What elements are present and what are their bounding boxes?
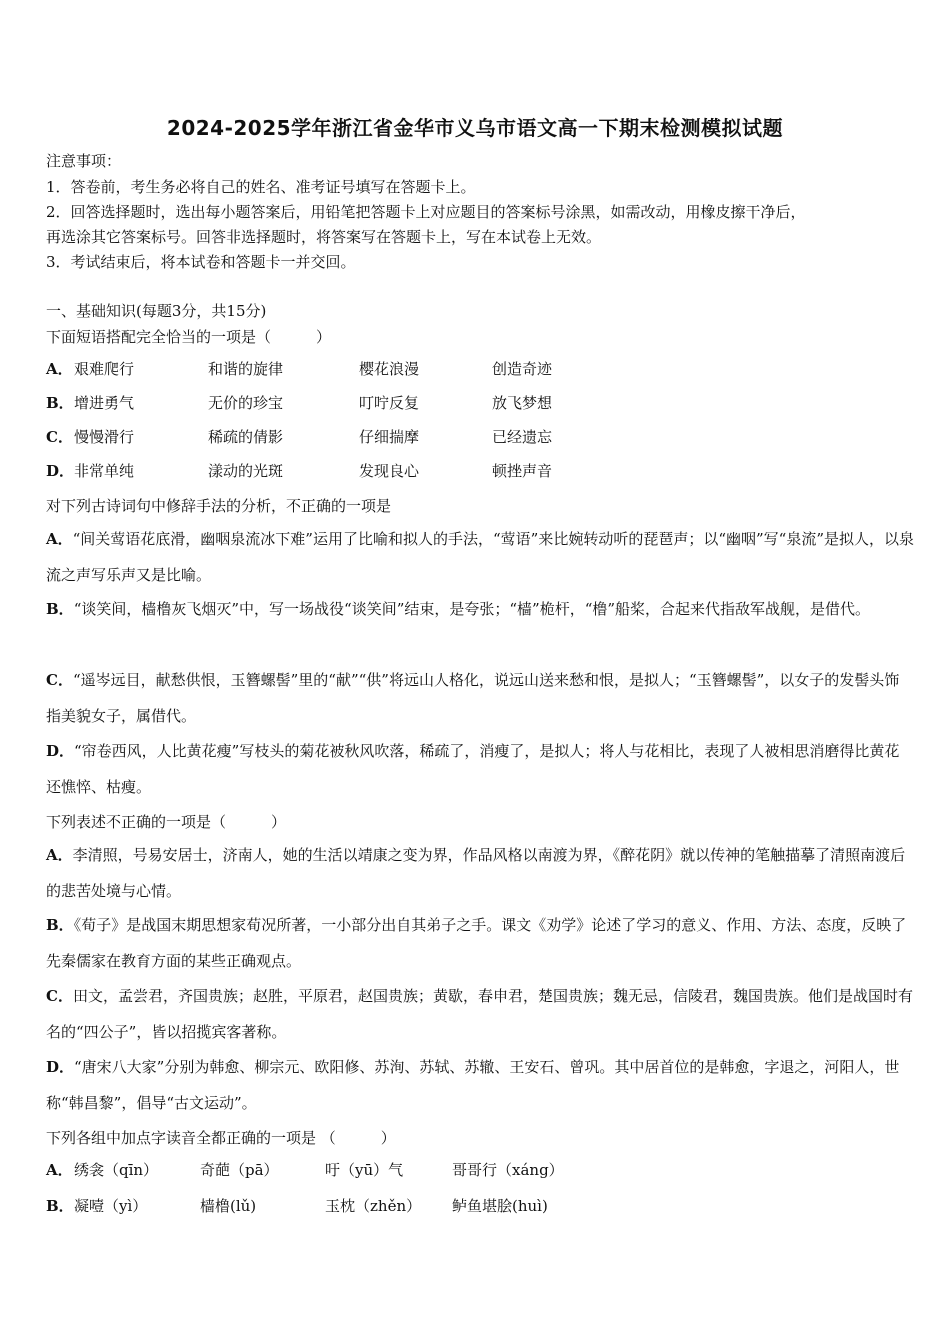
notice-item: 1．答卷前，考生务必将自己的姓名、准考证号填写在答题卡上。 [46,178,476,196]
option-label: A． [46,530,73,548]
option-cell: 鲈鱼堪脍(huì) [452,1197,548,1215]
option-paragraph [46,907,914,979]
option-text: “帘卷西风，人比黄花瘦”写枝头的菊花被秋风吹落，稀疏了，消瘦了，是拟人；将人与花相比，表现了人被相思消磨得比黄花还憔悴、枯瘦。 [46,742,900,796]
option-paragraph [46,978,914,1050]
notice-item: 2．回答选择题时，选出每小题答案后，用铅笔把答题卡上对应题目的答案标号涂黑，如需改动，用橡皮擦干净后， [46,203,806,221]
option-label: B． [46,916,74,934]
option-cell: 和谐的旋律 [208,360,284,378]
option-cell: 奇葩（pā） [200,1161,279,1179]
option-label: C． [46,987,73,1005]
option-label: B． [46,394,74,412]
question-stem: 下列各组中加点字读音全都正确的一项是 （ ） [46,1129,396,1147]
option-cell: 发现良心 [359,462,420,480]
question-stem: 下面短语搭配完全恰当的一项是（ ） [46,328,332,346]
option-label: D． [46,1058,75,1076]
option-label: C． [46,671,73,689]
option-text: “唐宋八大家”分别为韩愈、柳宗元、欧阳修、苏洵、苏轼、苏辙、王安石、曾巩。其中居首位的是韩愈，字退之，河阳人，世称“韩昌黎”，倡导“古文运动”。 [46,1058,900,1112]
option-cell: 凝噎（yì） [74,1197,148,1215]
option-cell: 无价的珍宝 [208,394,284,412]
option-cell: 漾动的光斑 [208,462,284,480]
option-paragraph [46,1049,914,1121]
option-label: B． [46,600,74,618]
option-paragraph [46,521,914,593]
notice-heading: 注意事项： [46,152,122,170]
notice-item: 再选涂其它答案标号。回答非选择题时，将答案写在答题卡上，写在本试卷上无效。 [46,228,602,246]
option-cell: 稀疏的倩影 [208,428,284,446]
option-text: “遥岑远目，献愁供恨，玉簪螺髻”里的“献”“供”将远山人格化，说远山送来愁和恨，是拟人；“玉簪螺髻”，以女子的发髻头饰指美貌女子，属借代。 [46,671,900,725]
option-cell: 哥哥行（xáng） [452,1161,564,1179]
option-cell: 顿挫声音 [492,462,553,480]
notice-item: 3．考试结束后，将本试卷和答题卡一并交回。 [46,253,356,271]
option-cell: 非常单纯 [74,462,135,480]
option-cell: 放飞梦想 [492,394,553,412]
option-label: A． [46,846,73,864]
question-stem: 对下列古诗词句中修辞手法的分析，不正确的一项是 [46,497,392,515]
option-paragraph [46,837,914,909]
option-label: D． [46,462,75,480]
option-cell: 已经遗忘 [492,428,553,446]
option-text: 李清照，号易安居士，济南人，她的生活以靖康之变为界，作品风格以南渡为界，《醉花阴》就以传神的笔触描摹了清照南渡后的悲苦处境与心情。 [46,846,906,900]
option-cell: 绣衾（qīn） [74,1161,159,1179]
option-text: 《荀子》是战国末期思想家荀况所著，一小部分出自其弟子之手。课文《劝学》论述了学习的意义、作用、方法、态度，反映了先秦儒家在教育方面的某些正确观点。 [46,916,907,970]
option-row [46,427,74,447]
option-label: B． [46,1197,74,1215]
option-label: A． [46,360,73,378]
option-cell: 樯橹(lǔ) [200,1197,257,1215]
exam-title: 2024-2025学年浙江省金华市义乌市语文高一下期末检测模拟试题 [166,116,784,140]
option-cell: 仔细揣摩 [359,428,420,446]
option-paragraph [46,662,914,734]
option-label: A． [46,1161,73,1179]
option-text: 田文，孟尝君，齐国贵族；赵胜，平原君，赵国贵族；黄歇，春申君，楚国贵族；魏无忌，信陵君，魏国贵族。他们是战国时有名的“四公子”，皆以招揽宾客著称。 [46,987,913,1041]
option-paragraph [46,733,914,805]
option-cell: 艰难爬行 [74,360,135,378]
question-stem: 下列表述不正确的一项是（ ） [46,813,287,831]
option-row [46,461,74,481]
option-cell: 樱花浪漫 [359,360,420,378]
option-label: D． [46,742,75,760]
option-cell: 慢慢滑行 [74,428,135,446]
option-row [46,393,74,413]
option-cell: 叮咛反复 [359,394,420,412]
option-paragraph [46,591,914,627]
option-cell: 增进勇气 [74,394,135,412]
option-row [46,359,74,379]
option-label: C． [46,428,73,446]
option-text: “间关莺语花底滑，幽咽泉流冰下难”运用了比喻和拟人的手法，“莺语”来比婉转动听的琵琶声；以“幽咽”写“泉流”是拟人，以泉流之声写乐声又是比喻。 [46,530,914,584]
option-cell: 玉枕（zhěn） [325,1197,422,1215]
option-row [46,1160,74,1180]
option-cell: 吁（yū）气 [325,1161,404,1179]
option-text: “谈笑间，樯橹灰飞烟灭”中，写一场战役“谈笑间”结束，是夸张；“樯”桅杆，“橹”船桨，合起来代指敌军战舰，是借代。 [73,600,871,618]
option-row [46,1196,74,1216]
section-heading: 一、基础知识(每题3分，共15分) [46,302,267,320]
option-cell: 创造奇迹 [492,360,553,378]
